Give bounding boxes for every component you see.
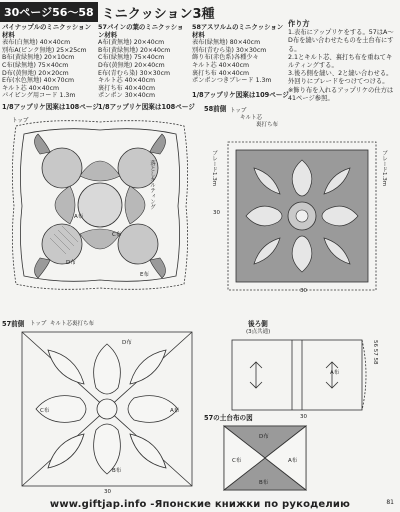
materials-56: [2, 24, 94, 100]
back-numbers: 56 57 58: [372, 340, 378, 365]
material-line: 飾り布(赤色系)各種少々: [192, 54, 259, 62]
material-line: ポンポン 30×40cm: [98, 92, 156, 100]
instruction-step: 3.後ろ側を縫い、2と縫い合わせる。外回りにブレードをつけてつける。: [288, 70, 393, 86]
material-line: A布(黄無地) 20×40cm: [98, 39, 165, 47]
material-line: 別布(青むら染) 30×30cm: [192, 46, 267, 54]
base-b: B布: [259, 480, 269, 486]
base-c: C布: [232, 458, 242, 464]
material-line: 表布(白無地) 40×40cm: [2, 39, 71, 47]
label-fabric-c: C布: [112, 232, 122, 238]
instructions: [288, 20, 398, 103]
material-line: パイピング用コード 1.3m: [2, 92, 76, 100]
material-line: E布(水色無地) 40×70cm: [2, 77, 75, 85]
material-line: B布(黄緑無地) 20×40cm: [98, 46, 171, 54]
label-fabric-a: A布: [74, 214, 84, 220]
material-line: C布(緑無地) 75×40cm: [2, 61, 69, 69]
material-line: D布(黄無地) 20×20cm: [2, 69, 69, 77]
label-fabric-d: D布: [66, 260, 76, 266]
material-line: E布(青むら染) 30×30cm: [98, 69, 171, 77]
dim-width: 30: [300, 288, 307, 294]
material-line: 別布A(ピンク無地) 25×25cm: [2, 46, 87, 54]
label-top: トップ: [30, 321, 47, 327]
material-line: 裏打ち布 40×40cm: [192, 69, 250, 77]
material-line: キルト芯 40×40cm: [98, 77, 156, 85]
material-line: 裏打ち布 40×40cm: [98, 84, 156, 92]
caption-fig56: 1/8アップリケ図案は108ページ: [2, 103, 99, 111]
dim-back-width: 30: [300, 414, 307, 420]
caption-fig58: 1/8アップリケ図案は109ページ: [192, 91, 289, 99]
materials-heading: パイナップルのミニクッション材料: [2, 23, 91, 39]
label-d: D布: [122, 340, 132, 346]
label-batting: キルト芯: [240, 115, 262, 121]
dim-57-width: 30: [104, 489, 111, 495]
material-line: ポンポンつきブレード 1.3m: [192, 77, 272, 85]
footer-watermark: www.giftjap.info -Японские книжки по рукоделию: [49, 498, 351, 510]
back-diagram: [230, 338, 370, 418]
fig57-title: 57前側: [2, 320, 25, 328]
fig56-diagram: [10, 116, 190, 294]
instruction-step: 2.1とキルト芯、裏打ち布を重ねてキルティングする。: [288, 53, 393, 70]
label-piping: ブレード1.3m: [211, 150, 217, 187]
materials-58: [192, 24, 284, 85]
back-subtitle: (3点共通): [246, 329, 271, 335]
label-top: トップ: [12, 118, 29, 124]
label-b: B布: [112, 468, 122, 474]
base-d: D布: [259, 434, 269, 440]
instruction-step: 1.表布にアップリケをする。57はA〜D布を縫い合わせたものを土台布にする。: [288, 29, 394, 53]
materials-57: [98, 24, 188, 100]
label-a: A布: [170, 408, 180, 414]
material-line: キルト芯 40×40cm: [2, 84, 60, 92]
material-line: B布(黄緑無地) 20×10cm: [2, 54, 75, 62]
fig58-title: 58前側: [204, 105, 227, 113]
materials-heading: 57パインの葉のミニクッション材料: [98, 23, 184, 39]
base-a: A布: [288, 458, 298, 464]
label-finish: 落としキルティング: [149, 160, 155, 210]
page-number: 81: [386, 499, 394, 506]
label-c: C布: [40, 408, 50, 414]
fig58-diagram: [226, 140, 386, 290]
caption-fig57: 1/8アップリケ図案は108ページ: [98, 103, 195, 111]
page-header: [0, 2, 272, 22]
back-label-a: A布: [330, 370, 340, 376]
label-batting: キルト芯: [50, 321, 72, 327]
base-title: 57の土台布の図: [204, 414, 253, 422]
label-top: トップ: [230, 108, 247, 114]
back-title: 後ろ側: [248, 320, 268, 328]
instructions-heading: 作り方: [288, 19, 310, 28]
material-line: 表布(緑無地) 80×40cm: [192, 39, 261, 47]
instruction-step: ※飾り布を入れるアップリケの仕方は41ページ参照。: [288, 86, 394, 102]
page-title: ミニクッション3種: [101, 6, 215, 22]
material-line: D布(黄無地) 20×40cm: [98, 61, 165, 69]
label-fabric-e: E布: [140, 272, 149, 278]
materials-heading: 58アスワルムのミニクッション材料: [192, 23, 284, 39]
material-line: キルト芯 40×40cm: [192, 61, 250, 69]
label-backing: 裏打ち布: [256, 122, 279, 128]
label-backing: 裏打ち布: [72, 321, 95, 327]
page-range-badge: 30ページ56〜58: [0, 2, 98, 22]
label-piping-right: ブレード1.3m: [381, 150, 387, 187]
dim-height: 30: [213, 210, 220, 216]
material-line: C布(緑無地) 75×40cm: [98, 54, 165, 62]
